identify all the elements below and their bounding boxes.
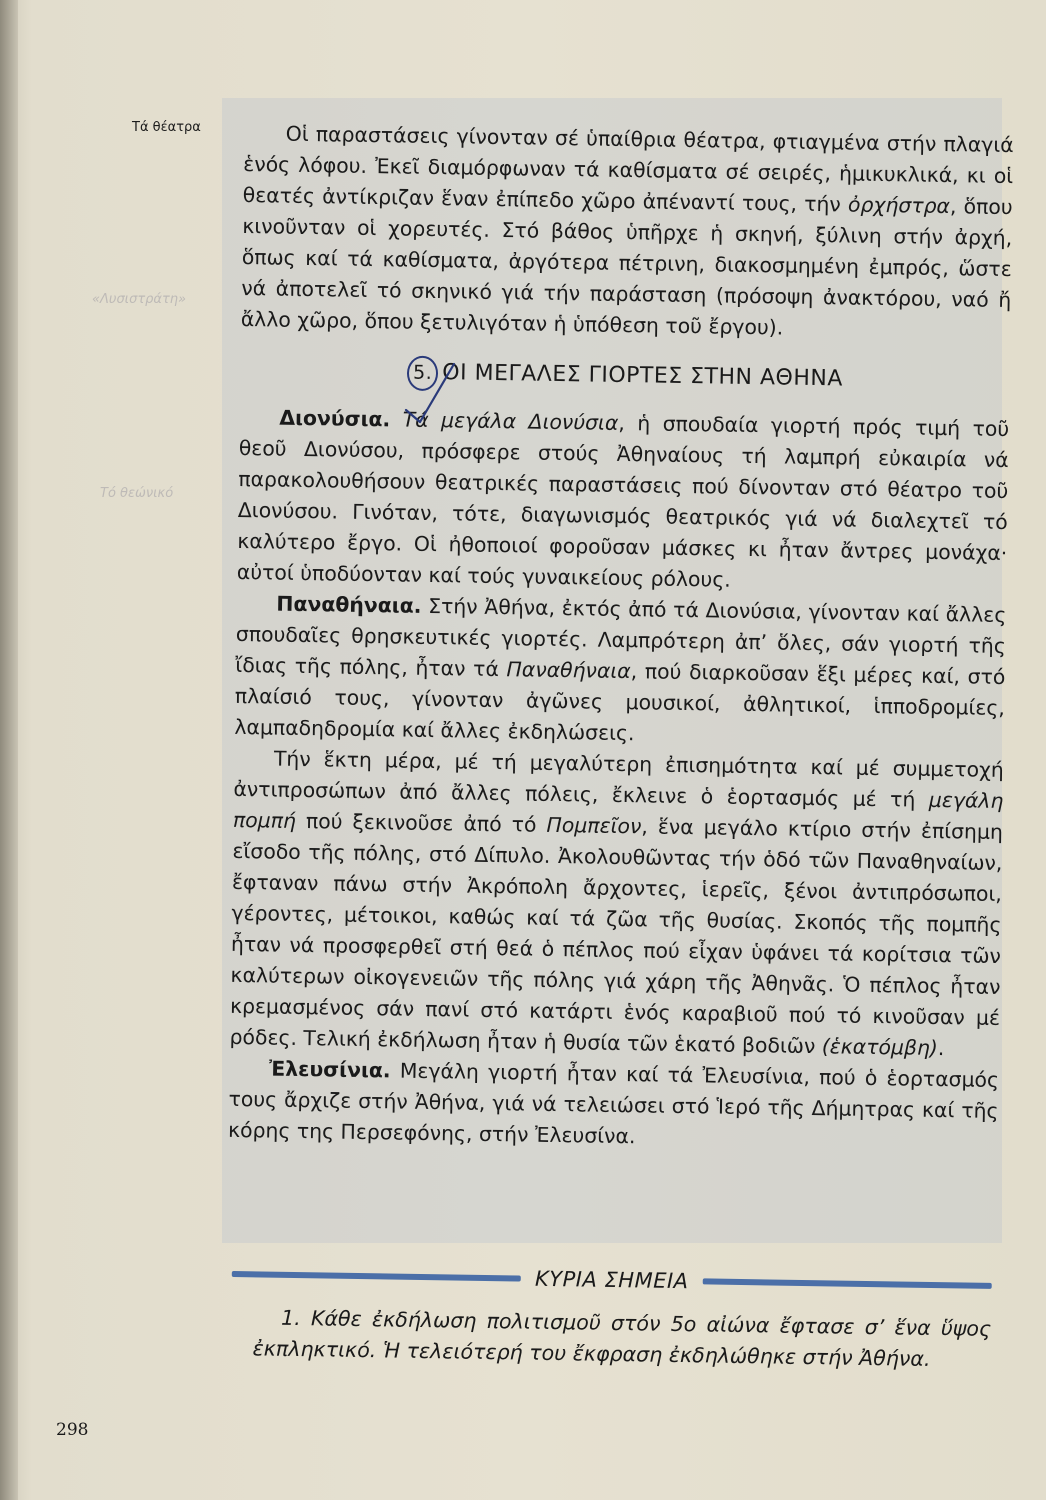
- dionysia-lead: Διονύσια.: [279, 405, 391, 432]
- procession-italic-3: (ἑκατόμβη): [821, 1034, 939, 1061]
- paragraph-procession: [229, 743, 1004, 1065]
- section-number: 5.: [407, 356, 439, 391]
- orchestra-term: ὀρχήστρα: [847, 192, 951, 219]
- procession-text-3: , ἕνα μεγάλο κτίριο στήν ἐπίσημη εἴσοδο τῆς πόλης, στό Δίπυλο. Ἀκολουθῶντας τήν ὁδό τῶν Παναθηναίων, ἔφταναν πάνω στήν Ἀκρόπολη ἄρχοντες, ἱερεῖς, ξένοι ἀντιπρόσωποι, γέροντες, μέτοικοι, καθώς καί τά ζῶα τῆς θυσίας. Σκοπός τῆς πομπῆς ἦταν νά προσφερθεῖ στή θεά ὁ πέπλος πού εἶχαν ὑφάνει τά κορίτσια τῶν καλύτερων οἰκογενειῶν τῆς πόλης γιά χάρη τῆς Ἀθηνᾶς. Ὁ πέπλος ἦταν κρεμασμένος σάν πανί στό κατάρτι ἑνός καραβιοῦ πού τό κινοῦσαν μέ ρόδες. Τελική ἐκδήλωση ἦταν ἡ θυσία τῶν ἑκατό βοδιῶν: [229, 814, 1004, 1059]
- intro-text: Οἱ παραστάσεις γίνονταν σέ ὑπαίθρια θέατρα, φτιαγμένα στήν πλαγιά ἑνός λόφου. Ἐκεῖ διαμόρφωναν τά καθίσματα σέ σειρές, ἡμικυκλικά, κι οἱ θεατές ἀντίκριζαν ἕναν ἐπίπεδο χῶρο ἀπέναντί τους, τήν: [242, 121, 1014, 217]
- dionysia-italic: Τά μεγάλα Διονύσια: [402, 407, 619, 435]
- procession-text-1: Τήν ἕκτη μέρα, μέ τή μεγαλύτερη ἐπισημότητα καί μέ συμμετοχή ἀντιπροσώπων ἀπό ἄλλες πόλεις, ἔκλεινε ὁ ἑορτασμός μέ τή: [233, 746, 1005, 812]
- pen-check-mark-icon: [400, 360, 460, 430]
- eleusinia-text: Μεγάλη γιορτή ἦταν καί τά Ἐλευσίνια, πού ὁ ἑορτασμός τους ἄρχιζε στήν Ἀθήνα, γιά νά τελειώσει στό Ἱερό τῆς Δήμητρας καί τῆς κόρης της Περσεφόνης, στήν Ἐλευσίνα.: [227, 1058, 1000, 1149]
- panathinaia-text-1: Στήν Ἀθήνα, ἐκτός ἀπό τά Διονύσια, γίνονταν καί ἄλλες σπουδαῖες θρησκευτικές γιορτές. Λαμπρότερη ἀπ’ ὅλες, σάν γιορτή τῆς ἴδιας τῆς πόλης, ἦταν τά: [235, 593, 1007, 682]
- bleed-through-note-2: Τό θεώνικό: [100, 486, 174, 501]
- panathinaia-text-2: , πού διαρκοῦσαν ἕξι μέρες καί, στό πλαίσιό τους, γίνονταν ἀγῶνες μουσικοί, ἀθλητικοί, ἱπποδρομίες, λαμπαδηδρομία καί ἄλλες ἐκδηλώσεις.: [234, 659, 1006, 746]
- main-text: [228, 118, 1014, 1158]
- intro-text-rest: , ὅπου κινοῦνταν οἱ χορευτές. Στό βάθος ὑπῆρχε ἡ σκηνή, ξύλινη στήν ἀρχή, ὅπως καί τά καθίσματα, ἀργότερα πέτρινη, διακοσμημένη ἐμπρός, ὥστε νά ἀποτελεῖ τό σκηνικό γιά τήν παράσταση (πρόσοψη ἀνακτόρου, ναό ἤ ἄλλο χῶρο, ὅπου ξετυλιγόταν ἡ ὑπόθεση τοῦ ἔργου).: [240, 194, 1013, 340]
- key-points-header: [232, 1262, 992, 1298]
- section-title: ΟΙ ΜΕΓΑΛΕΣ ΓΙΟΡΤΕΣ ΣΤΗΝ ΑΘΗΝΑ: [442, 360, 844, 392]
- paragraph-panathinaia: [234, 588, 1006, 755]
- paragraph-dionysia: [237, 402, 1010, 600]
- book-spine: [0, 0, 18, 1500]
- header-rule-right: [702, 1278, 991, 1289]
- procession-italic-1: μεγάλη πομπή: [232, 787, 1004, 833]
- intro-paragraph: [241, 118, 1014, 347]
- key-points-box: [230, 1262, 992, 1376]
- procession-text-4: .: [937, 1036, 945, 1061]
- section-heading: [240, 353, 1010, 400]
- header-rule-left: [232, 1271, 521, 1282]
- key-point-1: 1. Κάθε ἐκδήλωση πολιτισμοῦ στόν 5ο αἰώνα ἔφτασε σ’ ἕνα ὕψος ἐκπληκτικό. Ἡ τελειότερή του ἔκφραση ἐκδηλώθηκε στήν Ἀθήνα.: [252, 1305, 992, 1371]
- key-points-title: ΚΥΡΙΑ ΣΗΜΕΙΑ: [534, 1266, 689, 1294]
- eleusinia-lead: Ἐλευσίνια.: [268, 1056, 391, 1083]
- procession-italic-2: Πομπεῖον: [546, 812, 642, 839]
- page-number: 298: [56, 1420, 89, 1440]
- panathinaia-lead: Παναθήναια.: [276, 591, 422, 618]
- procession-text-2: πού ξεκινοῦσε ἀπό τό: [295, 808, 547, 837]
- margin-note: Τά θέατρα: [132, 120, 201, 135]
- panathinaia-italic: Παναθήναια: [506, 657, 631, 684]
- dionysia-text: , ἡ σπουδαία γιορτή πρός τιμή τοῦ θεοῦ Διονύσου, πρόσφερε στούς Ἀθηναίους τή λαμπρή εὐκαιρία νά παρακολουθήσουν θεατρικές παραστάσεις πού δίνονταν στό θέατρο τοῦ Διονύσου. Γινόταν, τότε, διαγωνισμός θεατρικός γιά νά διαλεχτεῖ τό καλύτερο ἔργο. Οἱ ἠθοποιοί φοροῦσαν μάσκες κι ἦταν ἄντρες μονάχα· αὐτοί ὑποδύονταν καί τούς γυναικείους ρόλους.: [236, 410, 1010, 592]
- paragraph-eleusinia: [228, 1053, 999, 1158]
- bleed-through-note-1: «Λυσιστράτη»: [92, 292, 187, 307]
